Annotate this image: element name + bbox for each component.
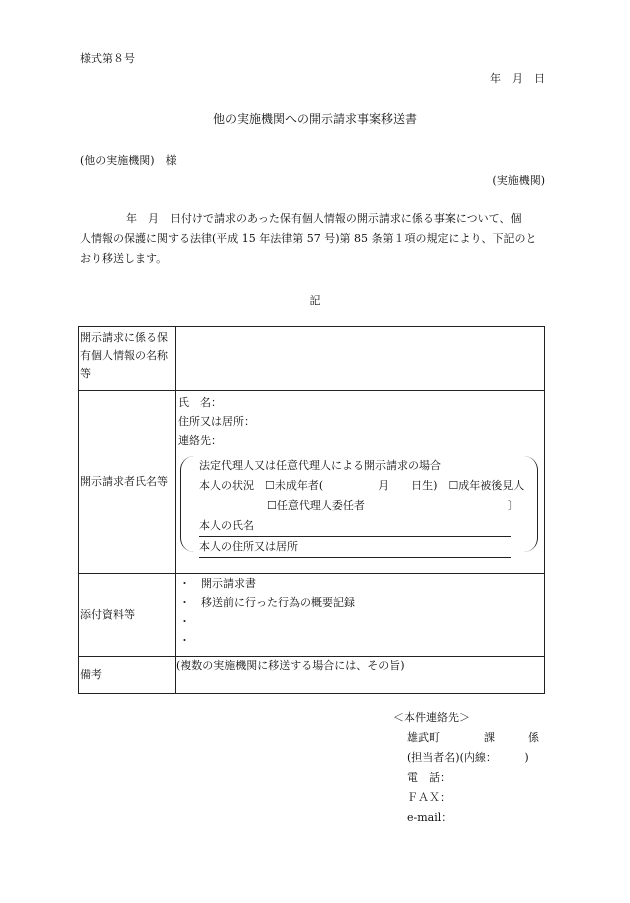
- sender: (実施機関): [492, 174, 545, 187]
- requester-contact-field: 連絡先：: [178, 434, 222, 447]
- document-title: 他の実施機関への開示請求事案移送書: [212, 112, 417, 126]
- contact-heading: ＜本件連絡先＞: [393, 711, 470, 724]
- agent-title: 法定代理人又は任意代理人による開示請求の場合: [199, 459, 441, 472]
- table-row: [79, 391, 545, 574]
- attachments-cell: [176, 574, 545, 657]
- requester-cell: [176, 391, 545, 574]
- requester-address-field: 住所又は居所：: [178, 415, 255, 428]
- attachment-item: ・: [179, 634, 190, 647]
- body-line-1: 年 月 日付けで請求のあった保有個人情報の開示請求に係る事案について、個: [126, 212, 522, 225]
- body-line-2: 人情報の保護に関する法律(平成 15 年法律第 57 号)第 85 条第１項の規定により、下記のと: [80, 232, 537, 245]
- agent-line: ☐任意代理人委任者 〕: [267, 499, 519, 512]
- remarks-cell: (複数の実施機関に移送する場合には、その旨): [176, 657, 545, 694]
- person-address-field: 本人の住所又は居所: [199, 537, 511, 558]
- attachment-item: ・ 開示請求書: [179, 577, 256, 590]
- person-name-field: 本人の氏名: [199, 516, 511, 537]
- status-line: 本人の状況 ☐未成年者( 月 日生) ☐成年被後見人: [199, 479, 525, 492]
- date-line: 年 月 日: [490, 72, 545, 85]
- body-line-3: おり移送します。: [80, 252, 168, 265]
- addressee: (他の実施機関) 様: [80, 154, 177, 167]
- agent-bracket-box: [180, 456, 538, 552]
- ki-heading: 記: [309, 294, 321, 307]
- requester-name-field: 氏 名：: [178, 396, 222, 409]
- contact-email: e-mail：: [407, 811, 453, 824]
- table-row: [79, 657, 545, 694]
- info-name-cell: [176, 327, 545, 391]
- contact-phone: 電 話：: [407, 771, 451, 784]
- contact-block: [393, 708, 539, 828]
- row-label-info-name: 開示請求に係る保有個人情報の名称等: [79, 327, 176, 391]
- body-paragraph: [80, 209, 546, 269]
- form-number: 様式第８号: [80, 52, 135, 65]
- table-row: [79, 574, 545, 657]
- contact-fax: ＦＡＸ：: [407, 791, 451, 804]
- contact-dept: 雄武町 課 係: [407, 731, 539, 744]
- row-label-attachments: 添付資料等: [79, 574, 176, 657]
- row-label-requester: 開示請求者氏名等: [79, 391, 176, 574]
- attachment-item: ・ 移送前に行った行為の概要記録: [179, 596, 355, 609]
- attachment-item: ・: [179, 615, 190, 628]
- transfer-table: [78, 326, 545, 694]
- row-label-remarks: 備考: [79, 657, 176, 694]
- table-row: [79, 327, 545, 391]
- contact-person: (担当者名)(内線： ): [407, 751, 529, 764]
